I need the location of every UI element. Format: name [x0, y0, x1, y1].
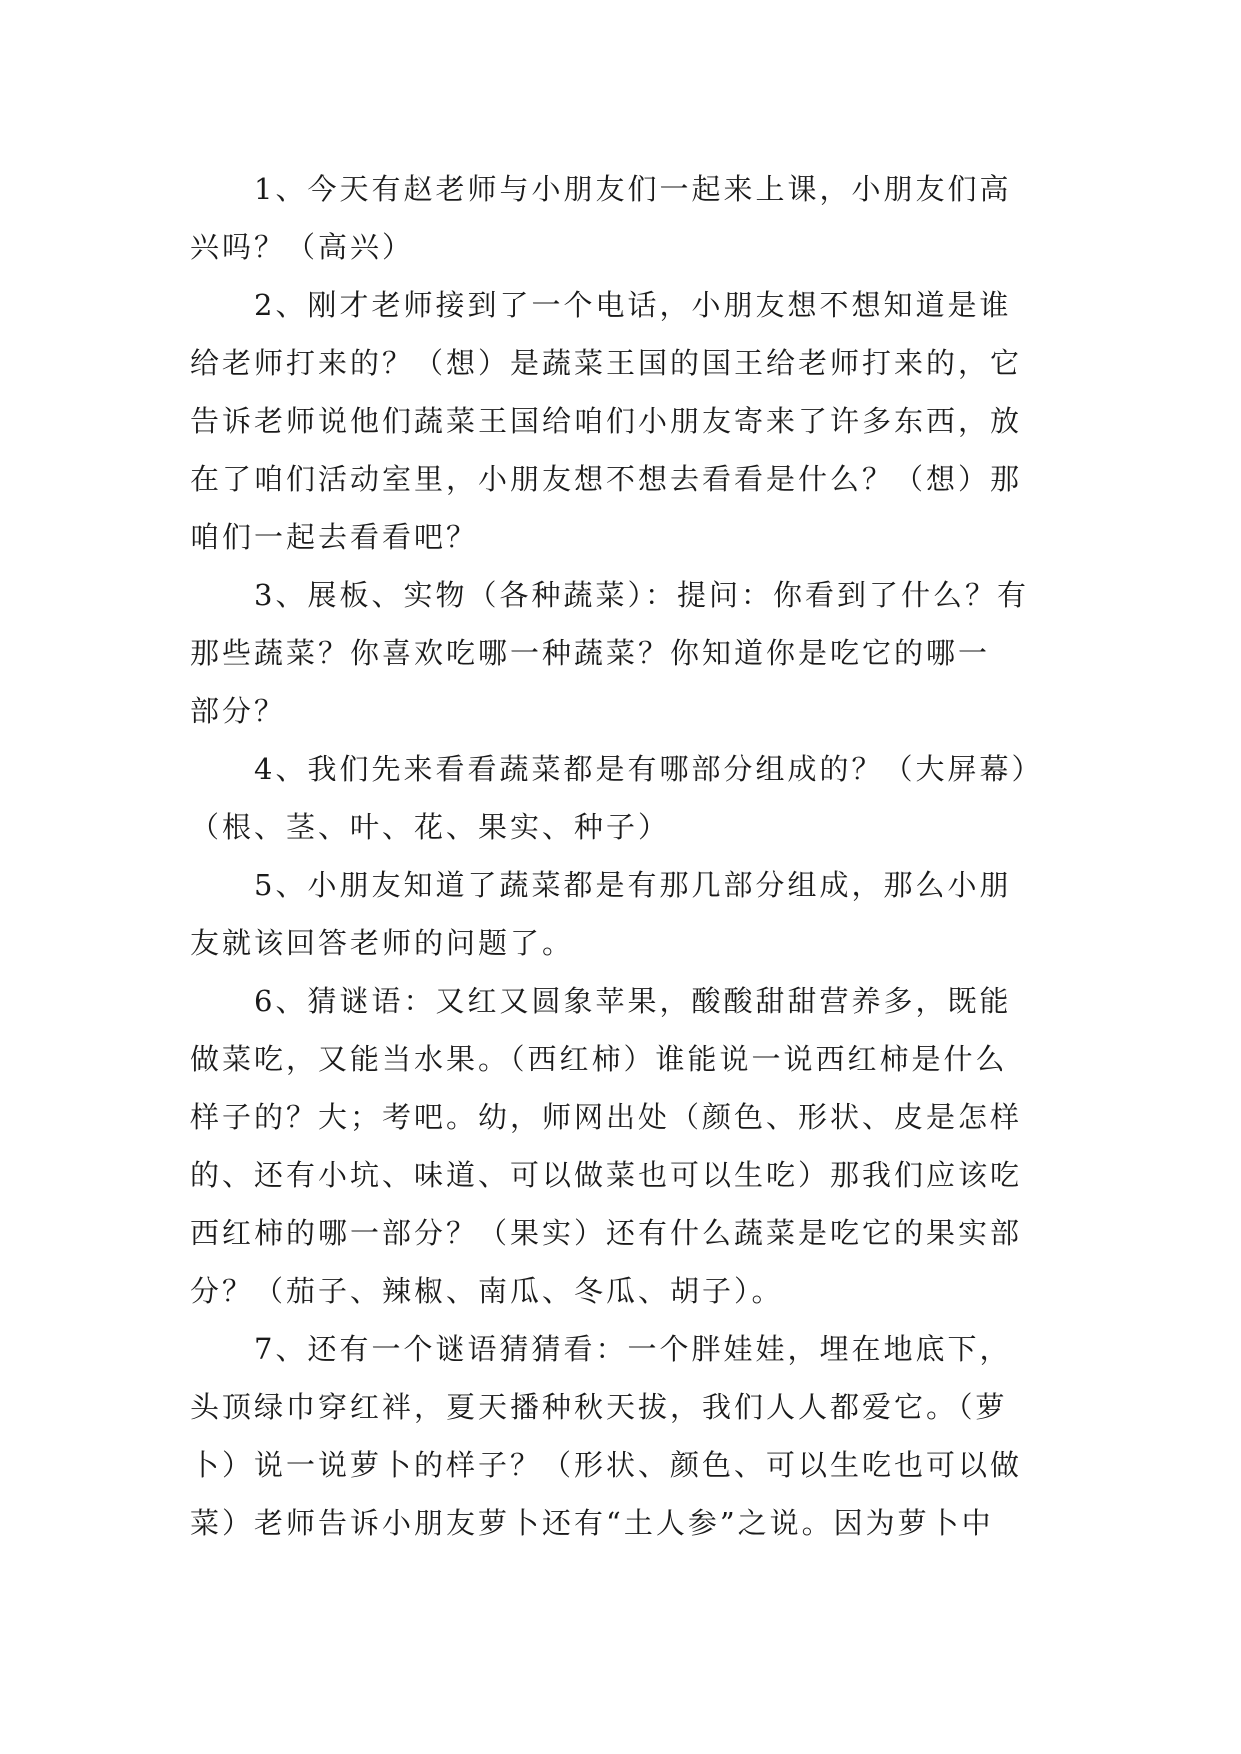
- paragraph-3-line-3: 部分？: [190, 694, 287, 728]
- paragraph-6-line-6: 分？（茄子、辣椒、南瓜、冬瓜、胡子）。: [190, 1274, 784, 1308]
- paragraph-1-line-2: 兴吗？（高兴）: [190, 230, 415, 264]
- paragraph-2-line-3: 告诉老师说他们蔬菜王国给咱们小朋友寄来了许多东西，放: [190, 404, 1023, 438]
- document-body: [190, 160, 1060, 1552]
- paragraph-3-line-1: 3、展板、实物（各种蔬菜）：提问：你看到了什么？有: [254, 578, 1029, 612]
- paragraph-3-line-2: 那些蔬菜？你喜欢吃哪一种蔬菜？你知道你是吃它的哪一: [190, 636, 991, 670]
- paragraph-6-line-4: 的、还有小坑、味道、可以做菜也可以生吃）那我们应该吃: [190, 1158, 1023, 1192]
- paragraph-7-line-4: 菜）老师告诉小朋友萝卜还有“土人参”之说。因为萝卜中: [190, 1506, 994, 1540]
- paragraph-6-line-5: 西红柿的哪一部分？（果实）还有什么蔬菜是吃它的果实部: [190, 1216, 1023, 1250]
- paragraph-7-line-3: 卜）说一说萝卜的样子？（形状、颜色、可以生吃也可以做: [190, 1448, 1023, 1482]
- paragraph-1-line-1: 1、今天有赵老师与小朋友们一起来上课，小朋友们高: [254, 172, 1012, 206]
- paragraph-2-line-1: 2、刚才老师接到了一个电话，小朋友想不想知道是谁: [254, 288, 1012, 322]
- paragraph-6-line-1: 6、猜谜语：又红又圆象苹果，酸酸甜甜营养多，既能: [254, 984, 1012, 1018]
- paragraph-5-line-1: 5、小朋友知道了蔬菜都是有那几部分组成，那么小朋: [254, 868, 1012, 902]
- paragraph-6-line-3: 样子的？大；考吧。幼，师网出处（颜色、形状、皮是怎样: [190, 1100, 1023, 1134]
- paragraph-2-line-2: 给老师打来的？（想）是蔬菜王国的国王给老师打来的，它: [190, 346, 1023, 380]
- paragraph-5-line-2: 友就该回答老师的问题了。: [190, 926, 575, 960]
- paragraph-2-line-4: 在了咱们活动室里，小朋友想不想去看看是什么？（想）那: [190, 462, 1023, 496]
- paragraph-2-line-5: 咱们一起去看看吧？: [190, 520, 479, 554]
- paragraph-4-line-2: （根、茎、叶、花、果实、种子）: [190, 810, 671, 844]
- paragraph-6-line-2: 做菜吃，又能当水果。（西红柿）谁能说一说西红柿是什么: [190, 1042, 1008, 1076]
- paragraph-4-line-1: 4、我们先来看看蔬菜都是有哪部分组成的？（大屏幕）: [254, 752, 1044, 786]
- paragraph-7-line-1: 7、还有一个谜语猜猜看：一个胖娃娃，埋在地底下，: [254, 1332, 1012, 1366]
- paragraph-7-line-2: 头顶绿巾穿红袢，夏天播种秋天拔，我们人人都爱它。（萝: [190, 1390, 1008, 1424]
